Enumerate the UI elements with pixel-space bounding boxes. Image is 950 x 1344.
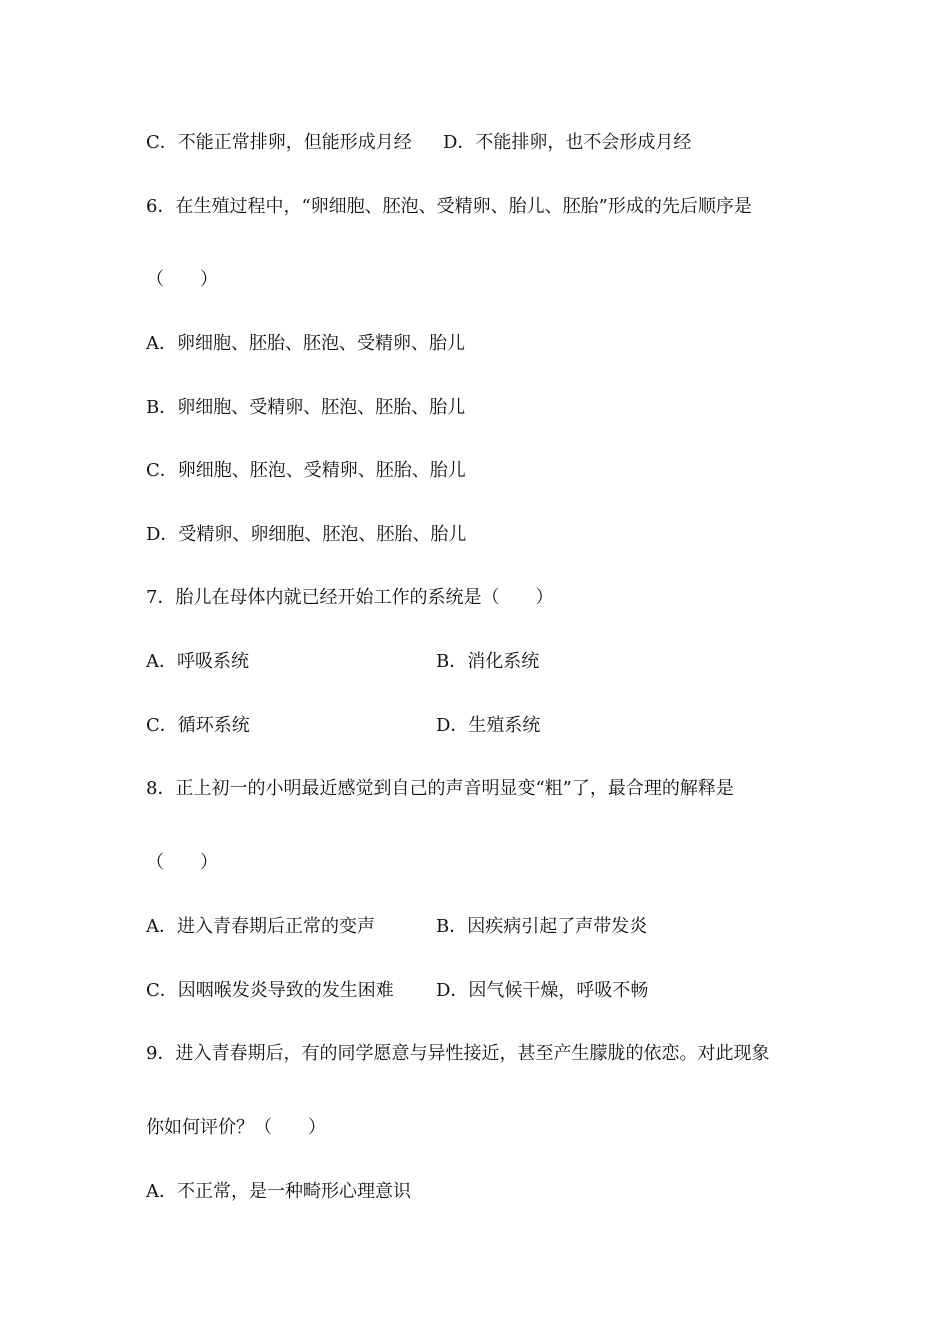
q8-answer-parens: （ ） xyxy=(146,852,218,873)
q7-option-a: A．呼吸系统 xyxy=(146,651,249,672)
q8-option-d: D．因气候干燥，呼吸不畅 xyxy=(436,980,649,1001)
q9-option-a: A．不正常，是一种畸形心理意识 xyxy=(146,1181,411,1202)
q7-option-b: B．消化系统 xyxy=(436,651,540,672)
q5-option-c: C．不能正常排卵，但能形成月经 xyxy=(146,132,412,153)
q8-stem: 8．正上初一的小明最近感觉到自己的声音明显变“粗”了，最合理的解释是 xyxy=(146,778,734,799)
q9-stem-line1: 9．进入青春期后，有的同学愿意与异性接近，甚至产生朦胧的依恋。对此现象 xyxy=(146,1043,770,1064)
q6-answer-parens: （ ） xyxy=(146,269,218,290)
q6-option-d: D．受精卵、卵细胞、胚泡、胚胎、胎儿 xyxy=(146,524,467,545)
q7-option-c: C．循环系统 xyxy=(146,715,250,736)
q8-option-b: B．因疾病引起了声带发炎 xyxy=(436,916,648,937)
q6-option-a: A．卵细胞、胚胎、胚泡、受精卵、胎儿 xyxy=(146,333,465,354)
q6-stem: 6．在生殖过程中，“卵细胞、胚泡、受精卵、胎儿、胚胎”形成的先后顺序是 xyxy=(146,196,752,217)
q6-option-b: B．卵细胞、受精卵、胚泡、胚胎、胎儿 xyxy=(146,397,466,418)
q9-stem-line2: 你如何评价？（ ） xyxy=(146,1117,326,1138)
q7-stem: 7．胎儿在母体内就已经开始工作的系统是（ ） xyxy=(146,587,554,608)
q8-option-c: C．因咽喉发炎导致的发生困难 xyxy=(146,980,394,1001)
q8-option-a: A．进入青春期后正常的变声 xyxy=(146,916,375,937)
q7-option-d: D．生殖系统 xyxy=(436,715,541,736)
q6-option-c: C．卵细胞、胚泡、受精卵、胚胎、胎儿 xyxy=(146,460,466,481)
q5-option-d: D．不能排卵，也不会形成月经 xyxy=(443,132,692,153)
